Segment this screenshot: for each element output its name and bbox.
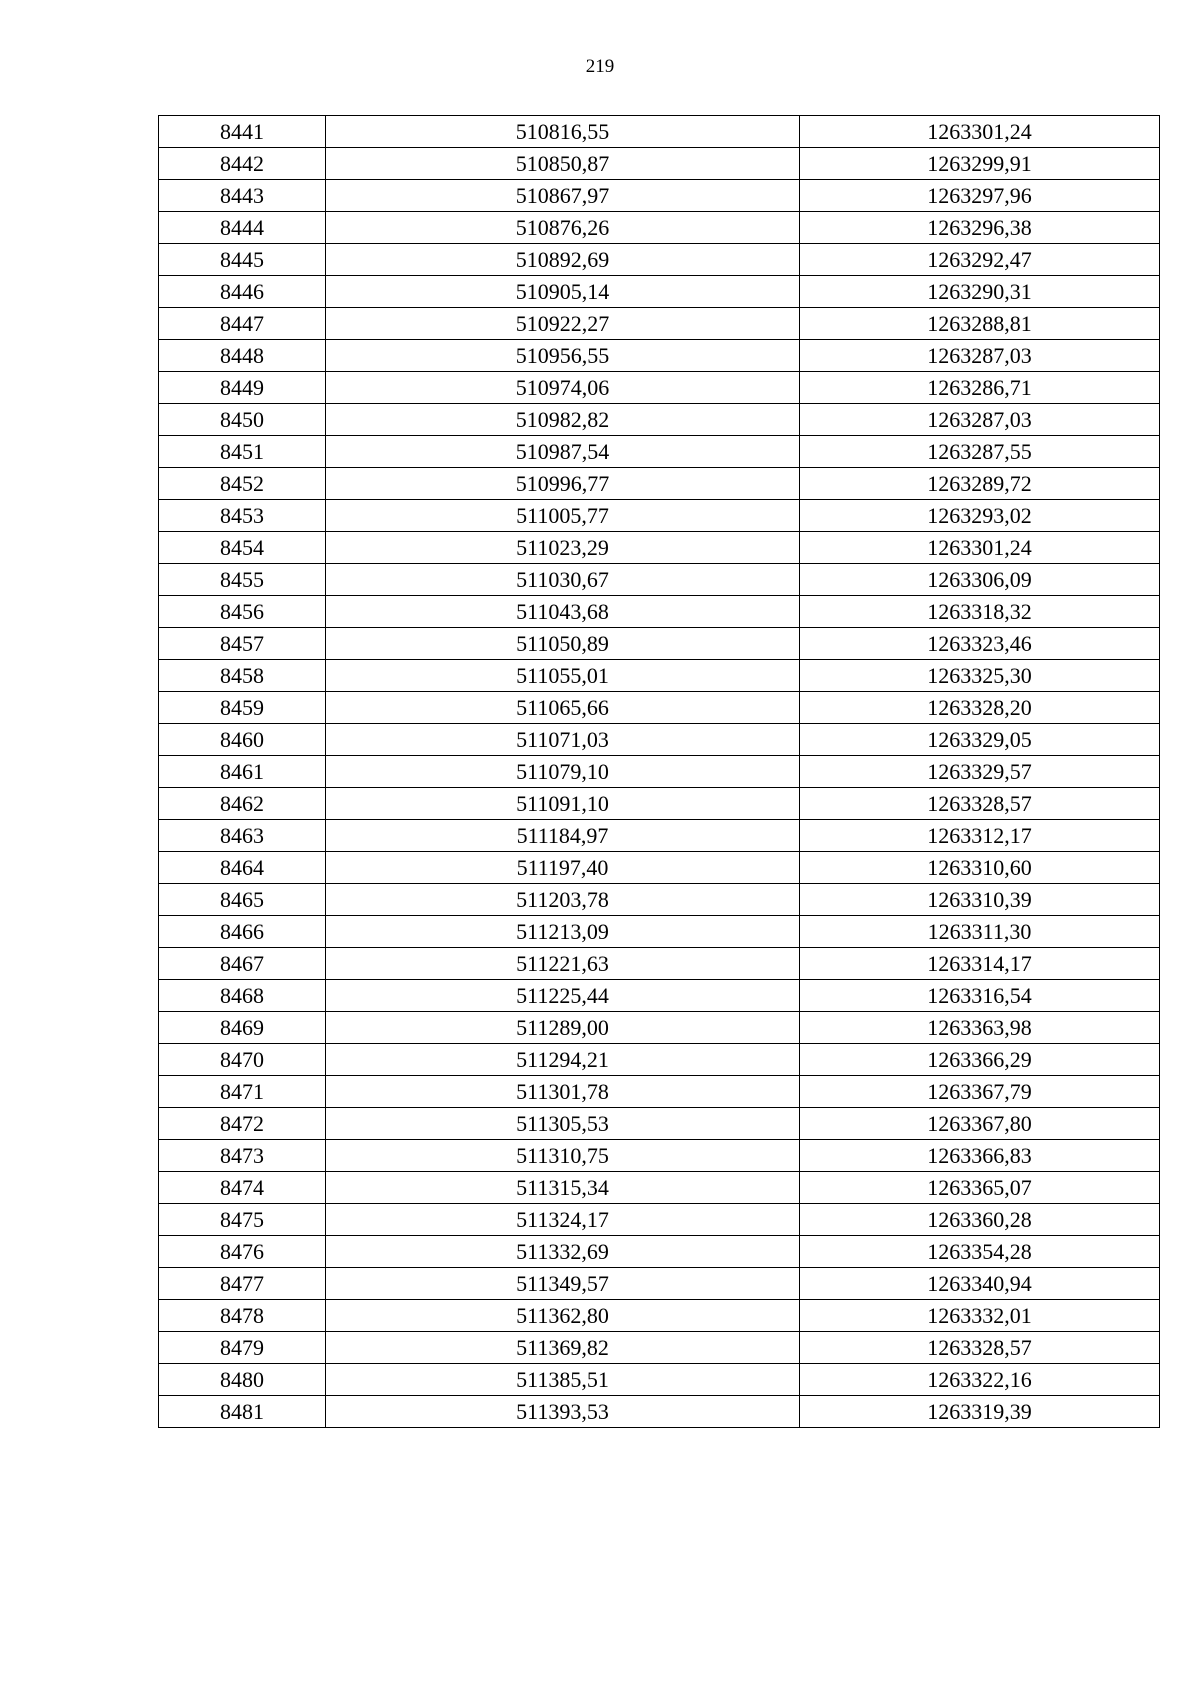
table-row (159, 1364, 1160, 1396)
point-number-cell: 8459 (159, 692, 326, 724)
x-coordinate-cell: 511065,66 (326, 692, 800, 724)
table-row (159, 148, 1160, 180)
x-coordinate-cell: 511324,17 (326, 1204, 800, 1236)
table-row (159, 948, 1160, 980)
table-row (159, 1268, 1160, 1300)
table-row (159, 980, 1160, 1012)
table-row (159, 212, 1160, 244)
table-row (159, 628, 1160, 660)
table-row (159, 820, 1160, 852)
y-coordinate-cell: 1263297,96 (800, 180, 1160, 212)
y-coordinate-cell: 1263325,30 (800, 660, 1160, 692)
y-coordinate-cell: 1263367,79 (800, 1076, 1160, 1108)
table-row (159, 788, 1160, 820)
table-row (159, 1108, 1160, 1140)
y-coordinate-cell: 1263299,91 (800, 148, 1160, 180)
y-coordinate-cell: 1263310,60 (800, 852, 1160, 884)
y-coordinate-cell: 1263329,05 (800, 724, 1160, 756)
point-number-cell: 8458 (159, 660, 326, 692)
x-coordinate-cell: 511332,69 (326, 1236, 800, 1268)
table-row (159, 564, 1160, 596)
point-number-cell: 8466 (159, 916, 326, 948)
y-coordinate-cell: 1263319,39 (800, 1396, 1160, 1428)
y-coordinate-cell: 1263332,01 (800, 1300, 1160, 1332)
table-row (159, 756, 1160, 788)
table-row (159, 1044, 1160, 1076)
table-row (159, 276, 1160, 308)
point-number-cell: 8445 (159, 244, 326, 276)
x-coordinate-cell: 511071,03 (326, 724, 800, 756)
point-number-cell: 8447 (159, 308, 326, 340)
x-coordinate-cell: 511043,68 (326, 596, 800, 628)
x-coordinate-cell: 510876,26 (326, 212, 800, 244)
x-coordinate-cell: 511301,78 (326, 1076, 800, 1108)
y-coordinate-cell: 1263365,07 (800, 1172, 1160, 1204)
x-coordinate-cell: 510892,69 (326, 244, 800, 276)
table-row (159, 404, 1160, 436)
point-number-cell: 8469 (159, 1012, 326, 1044)
table-row (159, 1204, 1160, 1236)
y-coordinate-cell: 1263322,16 (800, 1364, 1160, 1396)
y-coordinate-cell: 1263363,98 (800, 1012, 1160, 1044)
y-coordinate-cell: 1263301,24 (800, 116, 1160, 148)
point-number-cell: 8461 (159, 756, 326, 788)
table-row (159, 180, 1160, 212)
x-coordinate-cell: 510996,77 (326, 468, 800, 500)
y-coordinate-cell: 1263328,57 (800, 1332, 1160, 1364)
table-row (159, 372, 1160, 404)
x-coordinate-cell: 511091,10 (326, 788, 800, 820)
table-row (159, 1076, 1160, 1108)
y-coordinate-cell: 1263340,94 (800, 1268, 1160, 1300)
table-row (159, 916, 1160, 948)
point-number-cell: 8448 (159, 340, 326, 372)
point-number-cell: 8460 (159, 724, 326, 756)
y-coordinate-cell: 1263293,02 (800, 500, 1160, 532)
y-coordinate-cell: 1263296,38 (800, 212, 1160, 244)
point-number-cell: 8476 (159, 1236, 326, 1268)
y-coordinate-cell: 1263301,24 (800, 532, 1160, 564)
x-coordinate-cell: 510982,82 (326, 404, 800, 436)
point-number-cell: 8451 (159, 436, 326, 468)
x-coordinate-cell: 511079,10 (326, 756, 800, 788)
x-coordinate-cell: 511393,53 (326, 1396, 800, 1428)
table-row (159, 1396, 1160, 1428)
table-row (159, 660, 1160, 692)
x-coordinate-cell: 511184,97 (326, 820, 800, 852)
coordinates-table (158, 115, 1160, 1428)
x-coordinate-cell: 510850,87 (326, 148, 800, 180)
point-number-cell: 8470 (159, 1044, 326, 1076)
point-number-cell: 8444 (159, 212, 326, 244)
table-row (159, 500, 1160, 532)
y-coordinate-cell: 1263323,46 (800, 628, 1160, 660)
x-coordinate-cell: 510987,54 (326, 436, 800, 468)
table-row (159, 1012, 1160, 1044)
point-number-cell: 8462 (159, 788, 326, 820)
table-row (159, 884, 1160, 916)
point-number-cell: 8477 (159, 1268, 326, 1300)
y-coordinate-cell: 1263287,03 (800, 340, 1160, 372)
y-coordinate-cell: 1263290,31 (800, 276, 1160, 308)
point-number-cell: 8457 (159, 628, 326, 660)
table-row (159, 724, 1160, 756)
point-number-cell: 8449 (159, 372, 326, 404)
y-coordinate-cell: 1263287,03 (800, 404, 1160, 436)
y-coordinate-cell: 1263318,32 (800, 596, 1160, 628)
table-row (159, 308, 1160, 340)
table-row (159, 1332, 1160, 1364)
x-coordinate-cell: 510974,06 (326, 372, 800, 404)
table-row (159, 1172, 1160, 1204)
y-coordinate-cell: 1263286,71 (800, 372, 1160, 404)
y-coordinate-cell: 1263354,28 (800, 1236, 1160, 1268)
y-coordinate-cell: 1263311,30 (800, 916, 1160, 948)
point-number-cell: 8472 (159, 1108, 326, 1140)
y-coordinate-cell: 1263329,57 (800, 756, 1160, 788)
point-number-cell: 8467 (159, 948, 326, 980)
point-number-cell: 8446 (159, 276, 326, 308)
point-number-cell: 8468 (159, 980, 326, 1012)
page-number: 219 (585, 56, 615, 77)
point-number-cell: 8453 (159, 500, 326, 532)
coordinates-table-body (159, 116, 1160, 1428)
point-number-cell: 8465 (159, 884, 326, 916)
y-coordinate-cell: 1263366,83 (800, 1140, 1160, 1172)
x-coordinate-cell: 511289,00 (326, 1012, 800, 1044)
point-number-cell: 8471 (159, 1076, 326, 1108)
table-row (159, 596, 1160, 628)
table-row (159, 1300, 1160, 1332)
x-coordinate-cell: 510922,27 (326, 308, 800, 340)
x-coordinate-cell: 511055,01 (326, 660, 800, 692)
x-coordinate-cell: 511023,29 (326, 532, 800, 564)
x-coordinate-cell: 510905,14 (326, 276, 800, 308)
y-coordinate-cell: 1263367,80 (800, 1108, 1160, 1140)
point-number-cell: 8450 (159, 404, 326, 436)
point-number-cell: 8473 (159, 1140, 326, 1172)
y-coordinate-cell: 1263288,81 (800, 308, 1160, 340)
x-coordinate-cell: 511030,67 (326, 564, 800, 596)
x-coordinate-cell: 511385,51 (326, 1364, 800, 1396)
table-row (159, 340, 1160, 372)
point-number-cell: 8452 (159, 468, 326, 500)
point-number-cell: 8441 (159, 116, 326, 148)
y-coordinate-cell: 1263366,29 (800, 1044, 1160, 1076)
point-number-cell: 8456 (159, 596, 326, 628)
y-coordinate-cell: 1263287,55 (800, 436, 1160, 468)
table-row (159, 436, 1160, 468)
point-number-cell: 8475 (159, 1204, 326, 1236)
y-coordinate-cell: 1263328,20 (800, 692, 1160, 724)
point-number-cell: 8455 (159, 564, 326, 596)
y-coordinate-cell: 1263316,54 (800, 980, 1160, 1012)
table-row (159, 244, 1160, 276)
point-number-cell: 8464 (159, 852, 326, 884)
x-coordinate-cell: 511294,21 (326, 1044, 800, 1076)
x-coordinate-cell: 511349,57 (326, 1268, 800, 1300)
x-coordinate-cell: 511225,44 (326, 980, 800, 1012)
point-number-cell: 8463 (159, 820, 326, 852)
y-coordinate-cell: 1263312,17 (800, 820, 1160, 852)
x-coordinate-cell: 511310,75 (326, 1140, 800, 1172)
y-coordinate-cell: 1263314,17 (800, 948, 1160, 980)
x-coordinate-cell: 511050,89 (326, 628, 800, 660)
x-coordinate-cell: 511203,78 (326, 884, 800, 916)
x-coordinate-cell: 510816,55 (326, 116, 800, 148)
table-row (159, 468, 1160, 500)
point-number-cell: 8454 (159, 532, 326, 564)
table-row (159, 116, 1160, 148)
table-row (159, 852, 1160, 884)
y-coordinate-cell: 1263306,09 (800, 564, 1160, 596)
point-number-cell: 8480 (159, 1364, 326, 1396)
y-coordinate-cell: 1263328,57 (800, 788, 1160, 820)
x-coordinate-cell: 511005,77 (326, 500, 800, 532)
y-coordinate-cell: 1263289,72 (800, 468, 1160, 500)
table-row (159, 692, 1160, 724)
point-number-cell: 8478 (159, 1300, 326, 1332)
table-row (159, 532, 1160, 564)
x-coordinate-cell: 510956,55 (326, 340, 800, 372)
point-number-cell: 8479 (159, 1332, 326, 1364)
table-row (159, 1236, 1160, 1268)
x-coordinate-cell: 511221,63 (326, 948, 800, 980)
x-coordinate-cell: 511197,40 (326, 852, 800, 884)
x-coordinate-cell: 511305,53 (326, 1108, 800, 1140)
point-number-cell: 8474 (159, 1172, 326, 1204)
x-coordinate-cell: 511369,82 (326, 1332, 800, 1364)
x-coordinate-cell: 511315,34 (326, 1172, 800, 1204)
x-coordinate-cell: 510867,97 (326, 180, 800, 212)
x-coordinate-cell: 511213,09 (326, 916, 800, 948)
y-coordinate-cell: 1263360,28 (800, 1204, 1160, 1236)
point-number-cell: 8443 (159, 180, 326, 212)
y-coordinate-cell: 1263292,47 (800, 244, 1160, 276)
table-row (159, 1140, 1160, 1172)
x-coordinate-cell: 511362,80 (326, 1300, 800, 1332)
y-coordinate-cell: 1263310,39 (800, 884, 1160, 916)
point-number-cell: 8481 (159, 1396, 326, 1428)
point-number-cell: 8442 (159, 148, 326, 180)
